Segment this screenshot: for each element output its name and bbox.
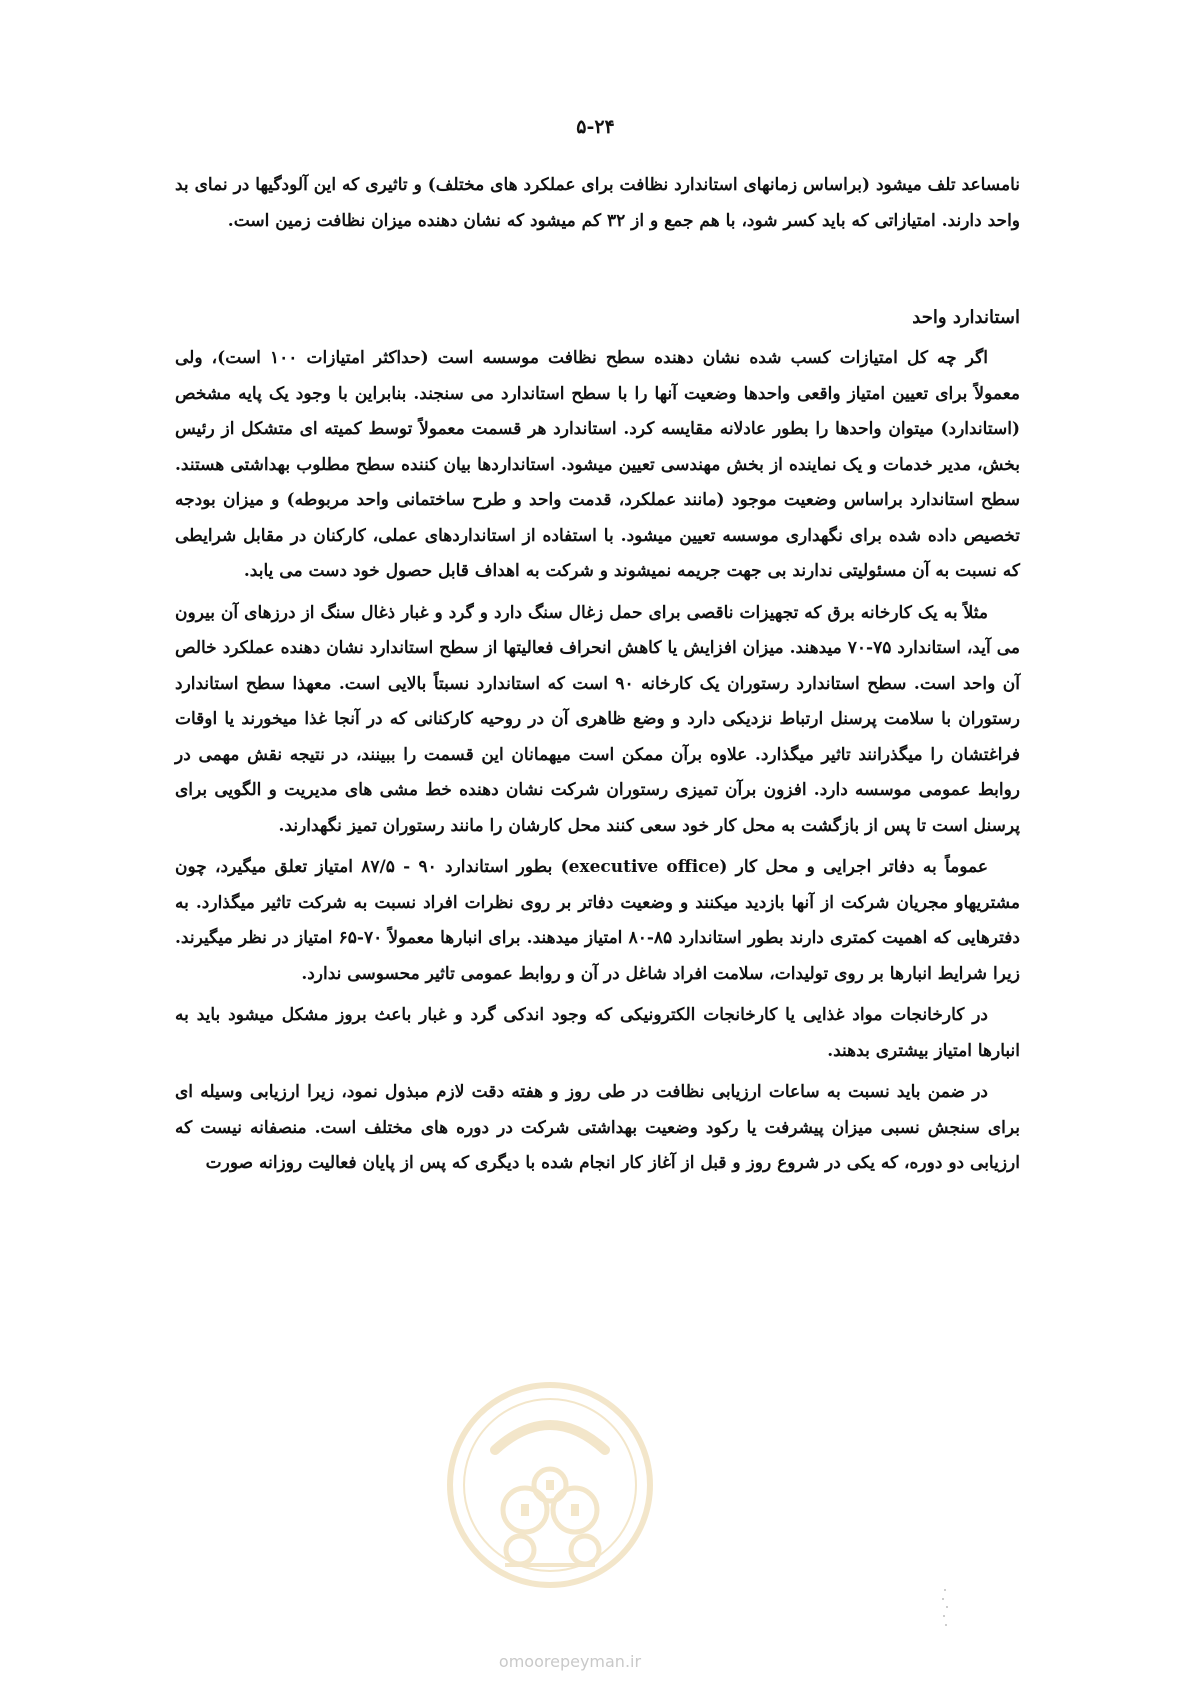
watermark-seal-icon [445,1380,655,1590]
page-number: ۵-۲۴ [576,116,615,138]
paragraph-3-part2: بطور استاندارد ۹۰ - ۸۷/۵ امتیاز تعلق میگیرد، چون مشتریهاو مجریان شرکت از آنها بازدید میکنند و وضعیت دفاتر بر روی نظرات افراد نسبت به شرکت تاثیر میگذارد. به دفترهایی که اهمیت کمتری دارند بطور استاندارد ۸۵-۸۰ امتیاز میدهند. برای انبارها معمولاً ۷۰-۶۵ امتیاز در نظر میگیرند. زیرا شرایط انبارها بر روی تولیدات، سلامت افراد شاغل در آن و روابط عمومی تاثیر محسوسی ندارد. [175,857,1020,984]
watermark-url: omoorepeyman.ir [498,1652,642,1671]
paragraph-2: مثلاً به یک کارخانه برق که تجهیزات ناقصی برای حمل زغال سنگ دارد و گرد و غبار ذغال سنگ از درزهای آن بیرون می آید، استاندارد ۷۵-۷۰ میدهند. میزان افزایش یا کاهش انحراف فعالیتها از سطح استاندارد نشان دهنده عملکرد خالص آن واحد است. سطح استاندارد رستوران یک کارخانه ۹۰ است که استاندارد نسبتاً بالایی است. معهذا سطح استاندارد رستوران با سلامت پرسنل ارتباط نزدیکی دارد و وضع ظاهری آن در روحیه کارکنانی که در آنجا غذا میخورند یا اوقات فراغتشان را میگذرانند تاثیر میگذارد. علاوه برآن ممکن است میهمانان این قسمت را ببینند، در نتیجه نقش مهمی در روابط عمومی موسسه دارد. افزون برآن تمیزی رستوران شرکت نشان دهنده خط مشی های مدیریت و الگویی برای پرسنل است تا پس از بازگشت به محل کار خود سعی کنند محل کارشان را مانند رستوران تمیز نگهدارند. [175,602,1021,836]
scan-specks [935,1585,955,1635]
paragraph-4: در کارخانجات مواد غذایی یا کارخانجات الکترونیکی که وجود اندکی گرد و غبار باعث بروز مشکل میشود باید به انبارها امتیاز بیشتری بدهند. [175,1005,1020,1061]
english-term: (executive office) [560,857,728,877]
paragraph-1: اگر چه کل امتیازات کسب شده نشان دهنده سطح نظافت موسسه است (حداکثر امتیازات ۱۰۰ است)، ولی معمولاً برای تعیین امتیاز واقعی واحدها وضعیت آنها را با سطح استاندارد می سنجند. بنابراین با وجود یک پایه مشخص (استاندارد) میتوان واحدها را بطور عادلانه مقایسه کرد. استاندارد هر قسمت معمولاً توسط کمیته ای متشکل از رئیس بخش، مدیر خدمات و یک نماینده از بخش مهندسی تعیین میشود. استانداردها بیان کننده سطح مطلوب بهداشتی هستند. سطح استاندارد براساس وضعیت موجود (مانند عملکرد، قدمت واحد و طرح ساختمانی واحد مربوطه) و میزان بودجه تخصیص داده شده برای نگهداری موسسه تعیین میشود. با استفاده از استانداردهای عملی، کارکنان در مقابل شرایطی که نسبت به آن مسئولیتی ندارند بی جهت جریمه نمیشوند و شرکت به اهداف قابل حصول خود دست می یابد. [175,348,1020,581]
document-body [175,168,1020,1182]
paragraph-continued: نامساعد تلف میشود (براساس زمانهای استاندارد نظافت برای عملکرد های مختلف) و تاثیری که این آلودگیها در نمای بد واحد دارند. امتیازاتی که باید کسر شود، با هم جمع و از ۳۲ کم میشود که نشان دهنده میزان نظافت زمین است. [175,175,1020,231]
paragraph-5: در ضمن باید نسبت به ساعات ارزیابی نظافت در طی روز و هفته دقت لازم مبذول نمود، زیرا ارزیابی وسیله ای برای سنجش نسبی میزان پیشرفت یا رکود وضعیت بهداشتی شرکت در دوره های مختلف است. منصفانه نیست که ارزیابی دو دوره، که یکی در شروع روز و قبل از آغاز کار انجام شده با دیگری که پس از پایان فعالیت روزانه صورت [175,1082,1020,1173]
paragraph-3 [175,850,1020,992]
section-heading: استاندارد واحد [912,307,1020,328]
paragraph-3-part1: عموماً به دفاتر اجرایی و محل کار [735,857,989,877]
